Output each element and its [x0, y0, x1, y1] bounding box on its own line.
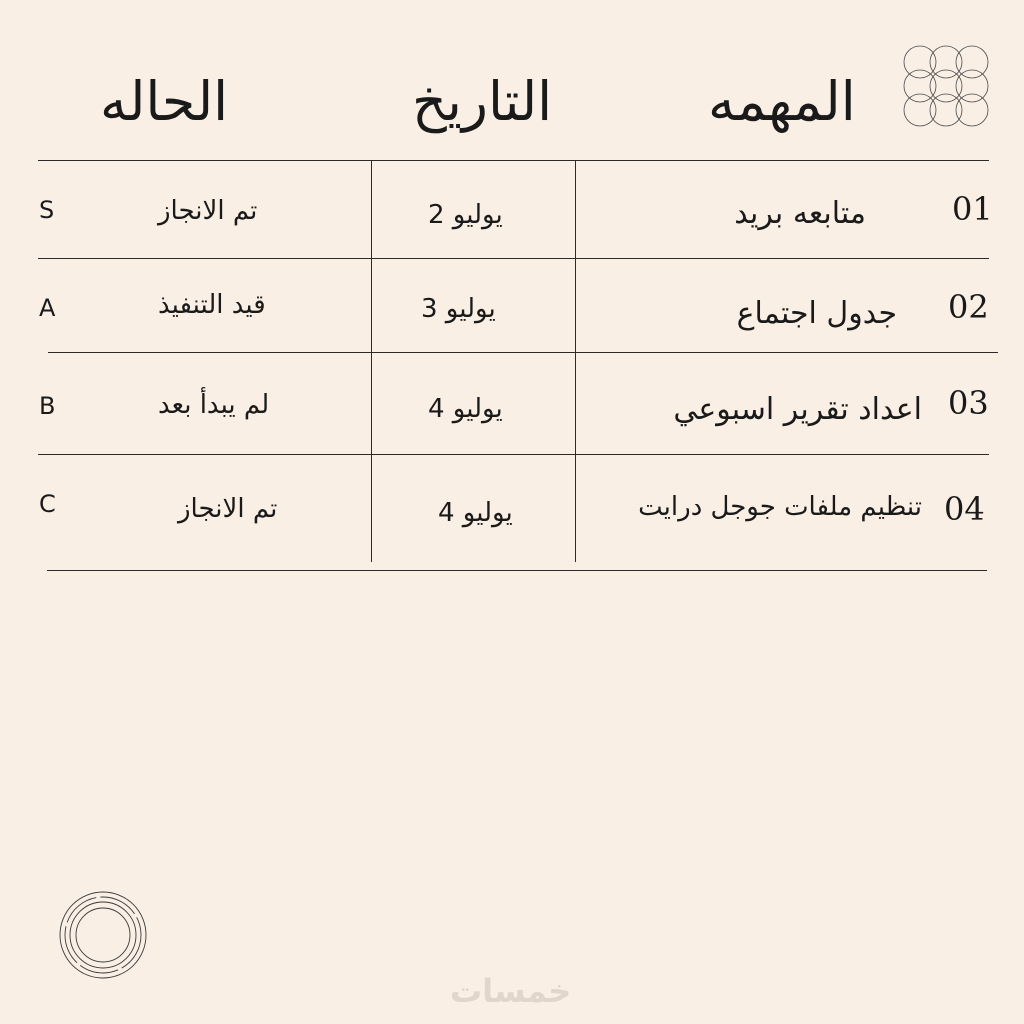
table-bottom-border	[47, 570, 987, 571]
task-status: قيد التنفيذ	[158, 290, 266, 320]
watermark: خمسات	[450, 972, 572, 1010]
circle-grid-icon	[900, 42, 994, 132]
task-status: تم الانجاز	[158, 196, 258, 226]
task-grade: B	[39, 392, 56, 420]
task-status: لم يبدأ بعد	[158, 390, 270, 420]
column-divider	[575, 161, 576, 562]
task-grade: A	[39, 294, 56, 322]
task-grade: S	[39, 196, 55, 224]
row-number: 04	[944, 490, 985, 528]
column-divider	[371, 161, 372, 562]
row-divider	[48, 352, 998, 353]
task-date: يوليو 4	[428, 394, 503, 424]
task-grade: C	[39, 490, 56, 518]
concentric-circles-icon	[58, 890, 148, 980]
task-status: تم الانجاز	[178, 494, 278, 524]
task-date: يوليو 3	[421, 294, 496, 324]
task-name: اعداد تقرير اسبوعي	[673, 392, 922, 427]
task-name: تنظيم ملفات جوجل درايت	[638, 492, 922, 522]
task-name: جدول اجتماع	[736, 296, 897, 331]
header-date: التاريخ	[412, 70, 553, 133]
row-number: 03	[948, 384, 989, 422]
row-divider	[38, 258, 989, 259]
header-task: المهمه	[708, 70, 856, 133]
table-top-border	[38, 160, 989, 161]
row-number: 01	[952, 190, 993, 228]
row-divider	[38, 454, 989, 455]
task-name: متابعه بريد	[734, 196, 866, 231]
task-date: يوليو 2	[428, 200, 503, 230]
task-date: يوليو 4	[438, 498, 513, 528]
row-number: 02	[948, 288, 989, 326]
header-status: الحاله	[100, 70, 229, 133]
